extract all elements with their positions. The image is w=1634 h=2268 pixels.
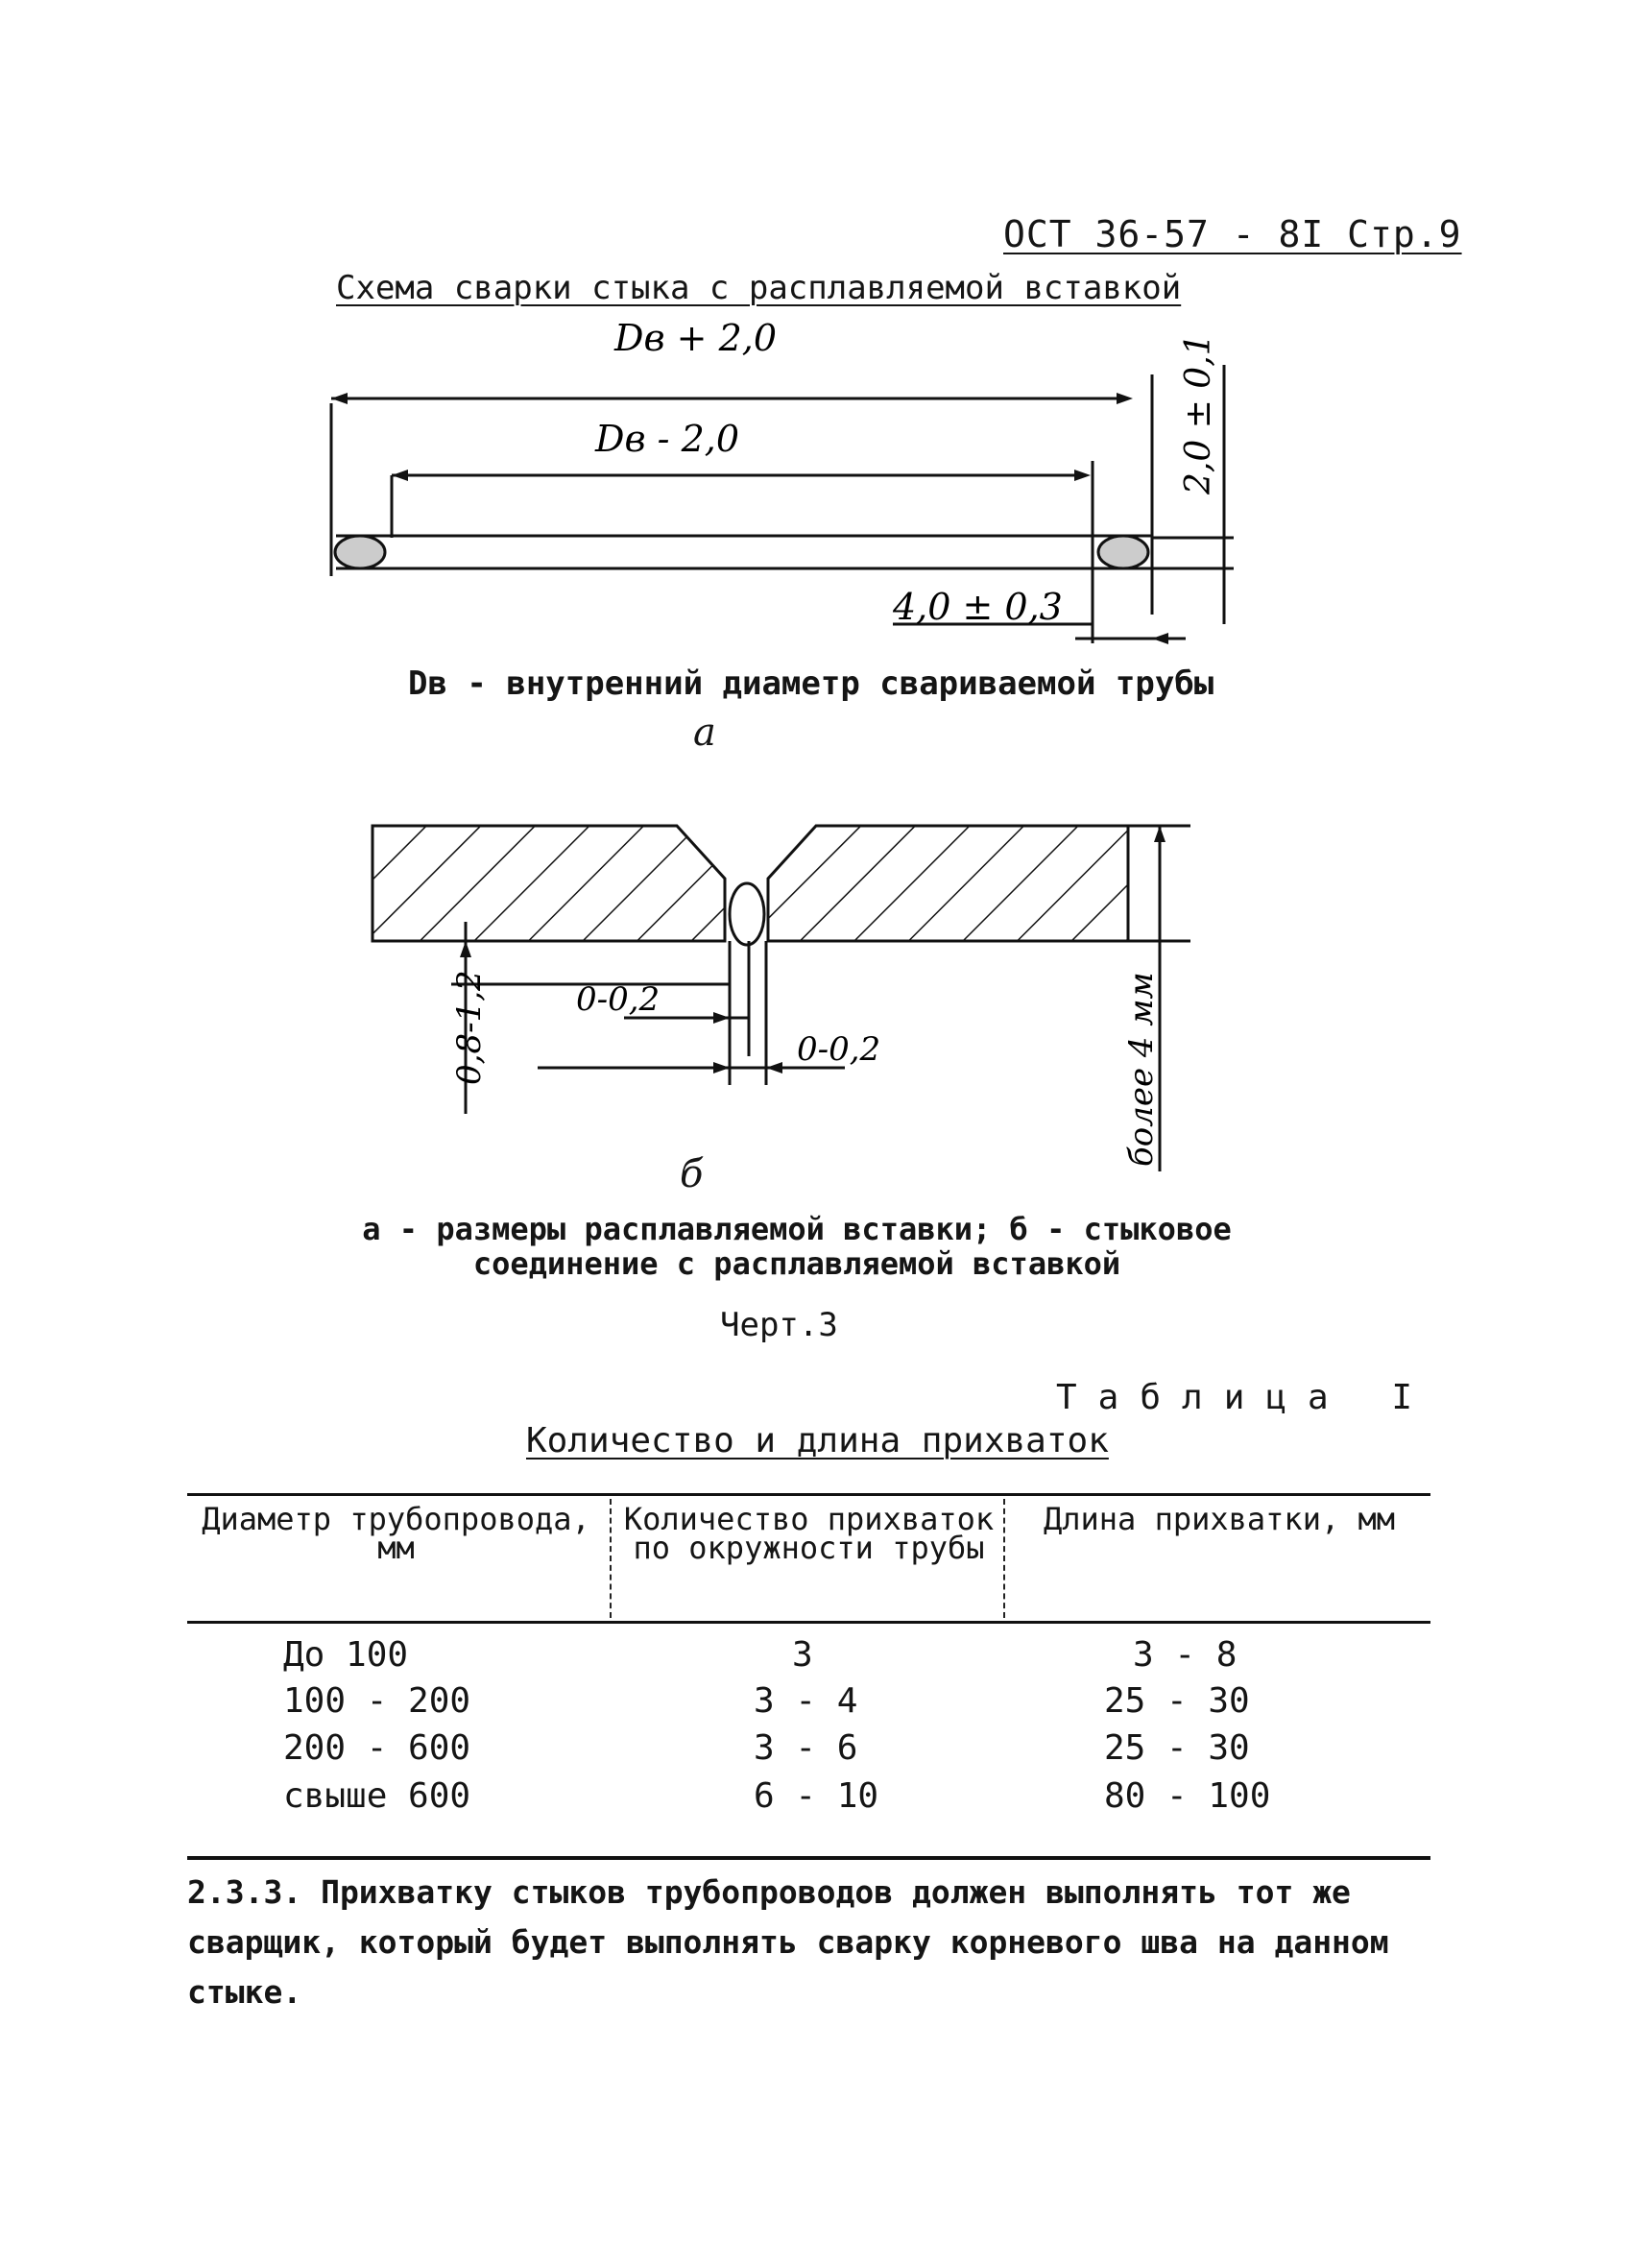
insert-dimensions-drawing: [288, 307, 1267, 663]
width-arrow: [1152, 633, 1168, 644]
outer-arrow-left: [331, 393, 348, 404]
table-row: 100 - 200: [283, 1681, 471, 1721]
thickness-arrow-top: [1154, 826, 1165, 842]
root-arrow: [460, 941, 471, 957]
table-row: 25 - 30: [1104, 1681, 1250, 1721]
dim-root-label: 0,8-1,2: [450, 970, 489, 1085]
dim-gap1-label: 0-0,2: [576, 980, 661, 1019]
dim-width-label: 4,0 ± 0,3: [893, 586, 1063, 628]
chart-label: Черт.3: [720, 1306, 838, 1344]
dim-inner-label: Dв - 2,0: [595, 418, 740, 460]
gap1-arrow: [713, 1012, 730, 1024]
table-row: 80 - 100: [1104, 1776, 1271, 1816]
dim-thickness-label: более 4 мм: [1122, 972, 1161, 1167]
header-count: Количество прихваток по окружности трубы: [623, 1501, 995, 1566]
table-label: Таблица I: [1056, 1378, 1434, 1417]
inner-arrow-left: [392, 470, 408, 481]
outer-arrow-right: [1117, 393, 1133, 404]
table-row: 6 - 10: [754, 1776, 879, 1816]
dim-height-label: 2,0 ± 0,1: [1179, 333, 1218, 495]
table-row: 3: [792, 1635, 813, 1675]
table-row: До 100: [283, 1635, 409, 1675]
gap2-arrow-right: [766, 1062, 782, 1074]
header-length: Длина прихватки, мм: [1043, 1501, 1396, 1537]
db-definition: Dв - внутренний диаметр свариваемой трубы: [408, 664, 1214, 703]
table-row: свыше 600: [283, 1776, 471, 1816]
table-top-rule: [187, 1493, 1430, 1496]
insert-right-end: [1098, 536, 1148, 568]
figure-label-b: б: [680, 1152, 704, 1196]
table-bottom-rule: [187, 1856, 1430, 1860]
header-diameter: Диаметр трубопровода, мм: [202, 1501, 590, 1566]
dim-gap2-label: 0-0,2: [797, 1030, 881, 1069]
table-row: 25 - 30: [1104, 1728, 1250, 1768]
figure-label-a: а: [693, 711, 716, 755]
section-paragraph: 2.3.3. Прихватку стыков трубопроводов должен выполнять тот же сварщик, который будет выполнять сварку корневого шва на данном стыке.: [187, 1873, 1389, 2011]
fusible-insert: [730, 883, 764, 945]
figure-caption: а - размеры расплавляемой вставки; б - стыковое соединение с расплавляемой вставкой: [362, 1211, 1232, 1282]
scheme-title: Схема сварки стыка с расплавляемой вставкой: [336, 269, 1182, 307]
page-header: ОСТ 36-57 - 8I Стр.9: [1003, 213, 1462, 255]
gap2-arrow-left: [713, 1062, 730, 1074]
column-divider-1: [610, 1499, 613, 1618]
table-row: 3 - 4: [754, 1681, 858, 1721]
table-header-rule: [187, 1621, 1430, 1624]
table-row: 3 - 6: [754, 1728, 858, 1768]
dim-outer-label: Dв + 2,0: [614, 317, 778, 359]
table-title: Количество и длина прихваток: [526, 1421, 1109, 1460]
right-pipe-wall: [768, 826, 1128, 941]
table-row: 3 - 8: [1133, 1635, 1238, 1675]
inner-arrow-right: [1074, 470, 1091, 481]
table-row: 200 - 600: [283, 1728, 471, 1768]
left-pipe-wall: [372, 826, 725, 941]
butt-joint-drawing: [346, 797, 1258, 1210]
insert-left-end: [335, 536, 385, 568]
column-divider-2: [1003, 1499, 1007, 1618]
